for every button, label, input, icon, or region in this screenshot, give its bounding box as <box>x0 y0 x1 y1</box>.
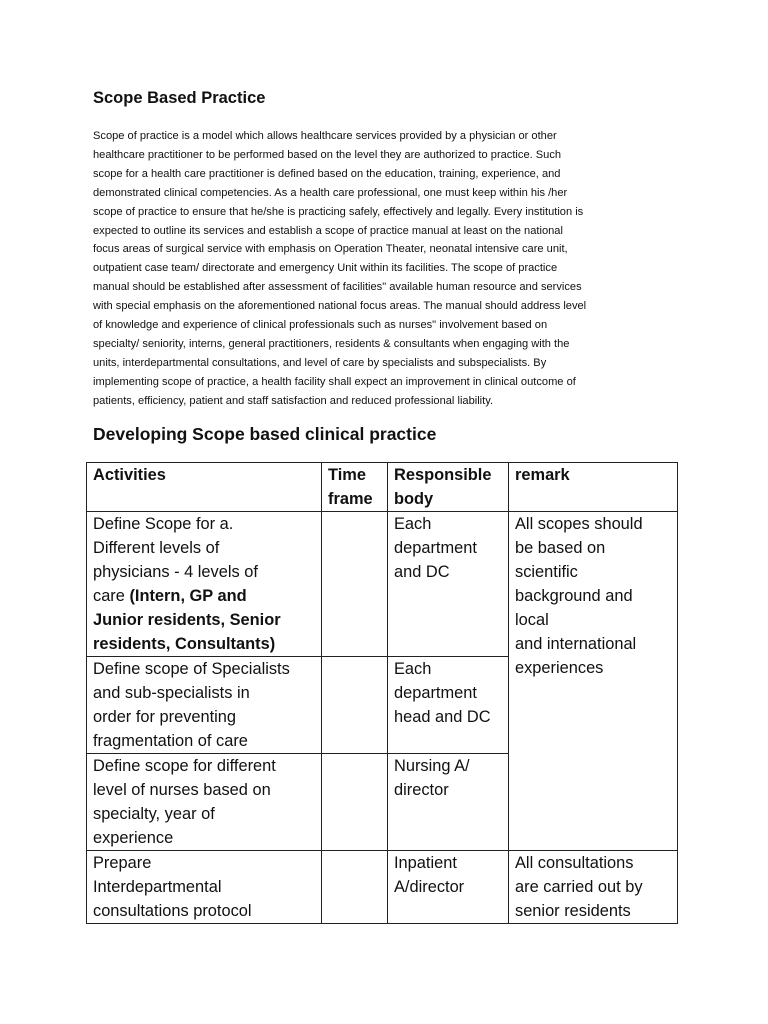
time-frame-cell <box>322 754 388 851</box>
paragraph-line: scope of practice to ensure that he/she is practicing safely, effectively and legally. Every institution is <box>93 205 584 218</box>
paragraph-line: expected to outline its services and establish a scope of practice manual at least on the national <box>93 224 563 237</box>
paragraph-line: with special emphasis on the aforementioned national focus areas. The manual should address level <box>93 300 587 313</box>
document-title: Scope Based Practice <box>93 89 266 107</box>
paragraph-line: specialty/ seniority, interns, general practitioners, residents & consultants when engaging with the <box>93 337 570 350</box>
intro-paragraph <box>93 127 683 411</box>
remark-cell: All scopes should be based on scientific background and local and international experiences <box>509 512 678 851</box>
scope-table <box>86 462 678 924</box>
paragraph-line: implementing scope of practice, a health facility shall expect an improvement in clinical outcome of <box>93 375 576 388</box>
time-frame-cell <box>322 512 388 657</box>
paragraph-line: focus areas of surgical service with emphasis on Operation Theater, neonatal intensive care unit, <box>93 243 568 256</box>
header-activities: Activities <box>87 463 322 512</box>
activity-cell: Prepare Interdepartmental consultations protocol <box>87 851 322 924</box>
table-header-row <box>87 463 678 512</box>
paragraph-line: Scope of practice is a model which allows healthcare services provided by a physician or other <box>93 130 557 142</box>
paragraph-line: units, interdepartmental consultations, and level of care by specialists and subspecialists. By <box>93 356 547 369</box>
header-responsible-body: Responsible body <box>388 463 509 512</box>
paragraph-line: manual should be established after assessment of facilities" available human resource and services <box>93 281 582 294</box>
paragraph-line: outpatient case team/ directorate and emergency Unit within its facilities. The scope of practice <box>93 262 558 275</box>
table-row <box>87 512 678 657</box>
activity-cell: Define scope of Specialists and sub-specialists in order for preventing fragmentation of care <box>87 657 322 754</box>
paragraph-line: scope for a health care practitioner is defined based on the education, training, experience, and <box>93 167 561 180</box>
header-remark: remark <box>509 463 678 512</box>
table-row <box>87 851 678 924</box>
activity-cell: Define Scope for a. Different levels of physicians - 4 levels of care (Intern, GP and Junior residents, Senior residents, Consultants) <box>87 512 322 657</box>
paragraph-line: of knowledge and experience of clinical professionals such as nurses" involvement based on <box>93 319 548 332</box>
activity-cell: Define scope for different level of nurses based on specialty, year of experience <box>87 754 322 851</box>
paragraph-line: patients, efficiency, patient and staff satisfaction and reduced professional liability. <box>93 394 494 407</box>
time-frame-cell <box>322 851 388 924</box>
paragraph-line: healthcare practitioner to be performed based on the level they are authorized to practice. Such <box>93 148 562 161</box>
remark-cell: All consultations are carried out by senior residents <box>509 851 678 924</box>
section-subtitle: Developing Scope based clinical practice <box>93 424 437 444</box>
responsible-cell: Nursing A/ director <box>388 754 509 851</box>
paragraph-line: demonstrated clinical competencies. As a health care professional, one must keep within his /her <box>93 186 568 199</box>
responsible-cell: Each department and DC <box>388 512 509 657</box>
responsible-cell: Each department head and DC <box>388 657 509 754</box>
header-time-frame: Time frame <box>322 463 388 512</box>
responsible-cell: Inpatient A/director <box>388 851 509 924</box>
time-frame-cell <box>322 657 388 754</box>
